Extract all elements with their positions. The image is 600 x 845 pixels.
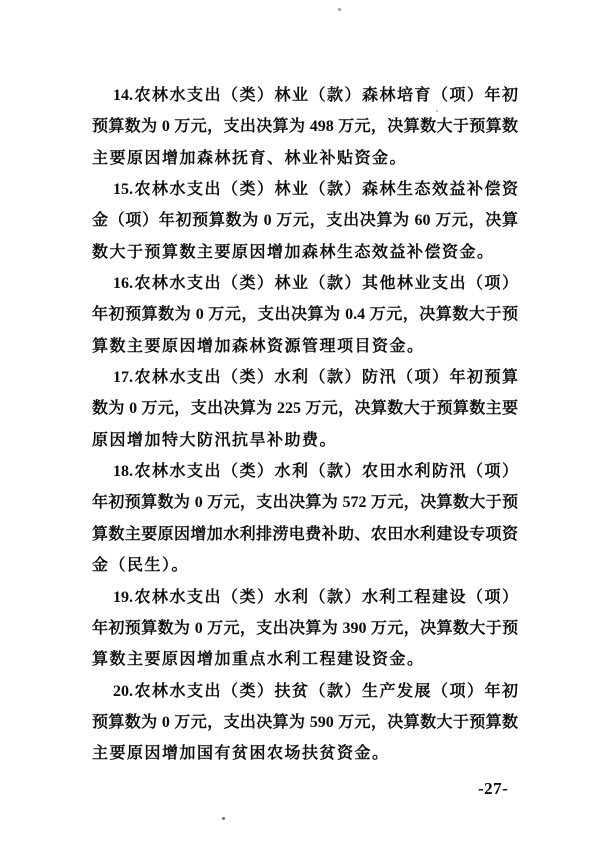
paragraph-14-line-2: 预算数为 0 万元，支出决算为 498 万元，决算数大于预算数: [92, 118, 518, 136]
paragraph-19-line-2: 年初预算数为 0 万元，支出决算为 390 万元，决算数大于预: [92, 619, 518, 637]
paragraph-18-line-1: 18.农林水支出（类）水利（款）农田水利防汛（项）: [113, 463, 518, 481]
paragraph-17-line-1: 17.农林水支出（类）水利（款）防汛（项）年初预算: [113, 369, 518, 387]
paragraph-18-line-4: 金（民生）。: [92, 557, 190, 575]
paragraph-17-line-3: 原因增加特大防汛抗旱补助费。: [92, 431, 338, 449]
paragraph-20-line-3: 主要原因增加国有贫困农场扶贫资金。: [92, 745, 390, 763]
paragraph-18-line-2: 年初预算数为 0 万元，支出决算为 572 万元，决算数大于预: [92, 494, 518, 512]
paragraph-15-line-2: 金（项）年初预算数为 0 万元，支出决算为 60 万元，决算: [92, 212, 518, 230]
paragraph-16-line-2: 年初预算数为 0 万元，支出决算为 0.4 万元，决算数大于预: [92, 306, 518, 324]
paragraph-20-line-2: 预算数为 0 万元，支出决算为 590 万元，决算数大于预算数: [92, 713, 518, 731]
page-number: -27-: [478, 779, 509, 798]
paragraph-16-line-1: 16.农林水支出（类）林业（款）其他林业支出（项）: [113, 275, 518, 293]
paragraph-16-line-3: 算数主要原因增加森林资源管理项目资金。: [92, 337, 425, 355]
paragraph-17-line-2: 数为 0 万元，支出决算为 225 万元，决算数大于预算数主要: [92, 400, 518, 418]
paragraph-14-line-1: 14.农林水支出（类）林业（款）森林培育（项）年初: [113, 87, 518, 104]
scan-speck: [338, 8, 341, 11]
paragraph-14-line-3: 主要原因增加森林抚育、林业补贴资金。: [92, 149, 408, 167]
paragraph-15-line-3: 数大于预算数主要原因增加森林生态效益补偿资金。: [92, 243, 495, 261]
paragraph-18-line-3: 算数主要原因增加水利排涝电费补助、农田水利建设专项资: [92, 525, 518, 543]
paragraph-15-line-1: 15.农林水支出（类）林业（款）森林生态效益补偿资: [113, 181, 518, 199]
body-text: [92, 80, 518, 770]
paragraph-19-line-1: 19.农林水支出（类）水利（款）水利工程建设（项）: [113, 588, 518, 606]
paragraph-19-line-3: 算数主要原因增加重点水利工程建设资金。: [92, 651, 425, 669]
paragraph-20-line-1: 20.农林水支出（类）扶贫（款）生产发展（项）年初: [113, 682, 518, 700]
scan-speck: [222, 817, 225, 820]
